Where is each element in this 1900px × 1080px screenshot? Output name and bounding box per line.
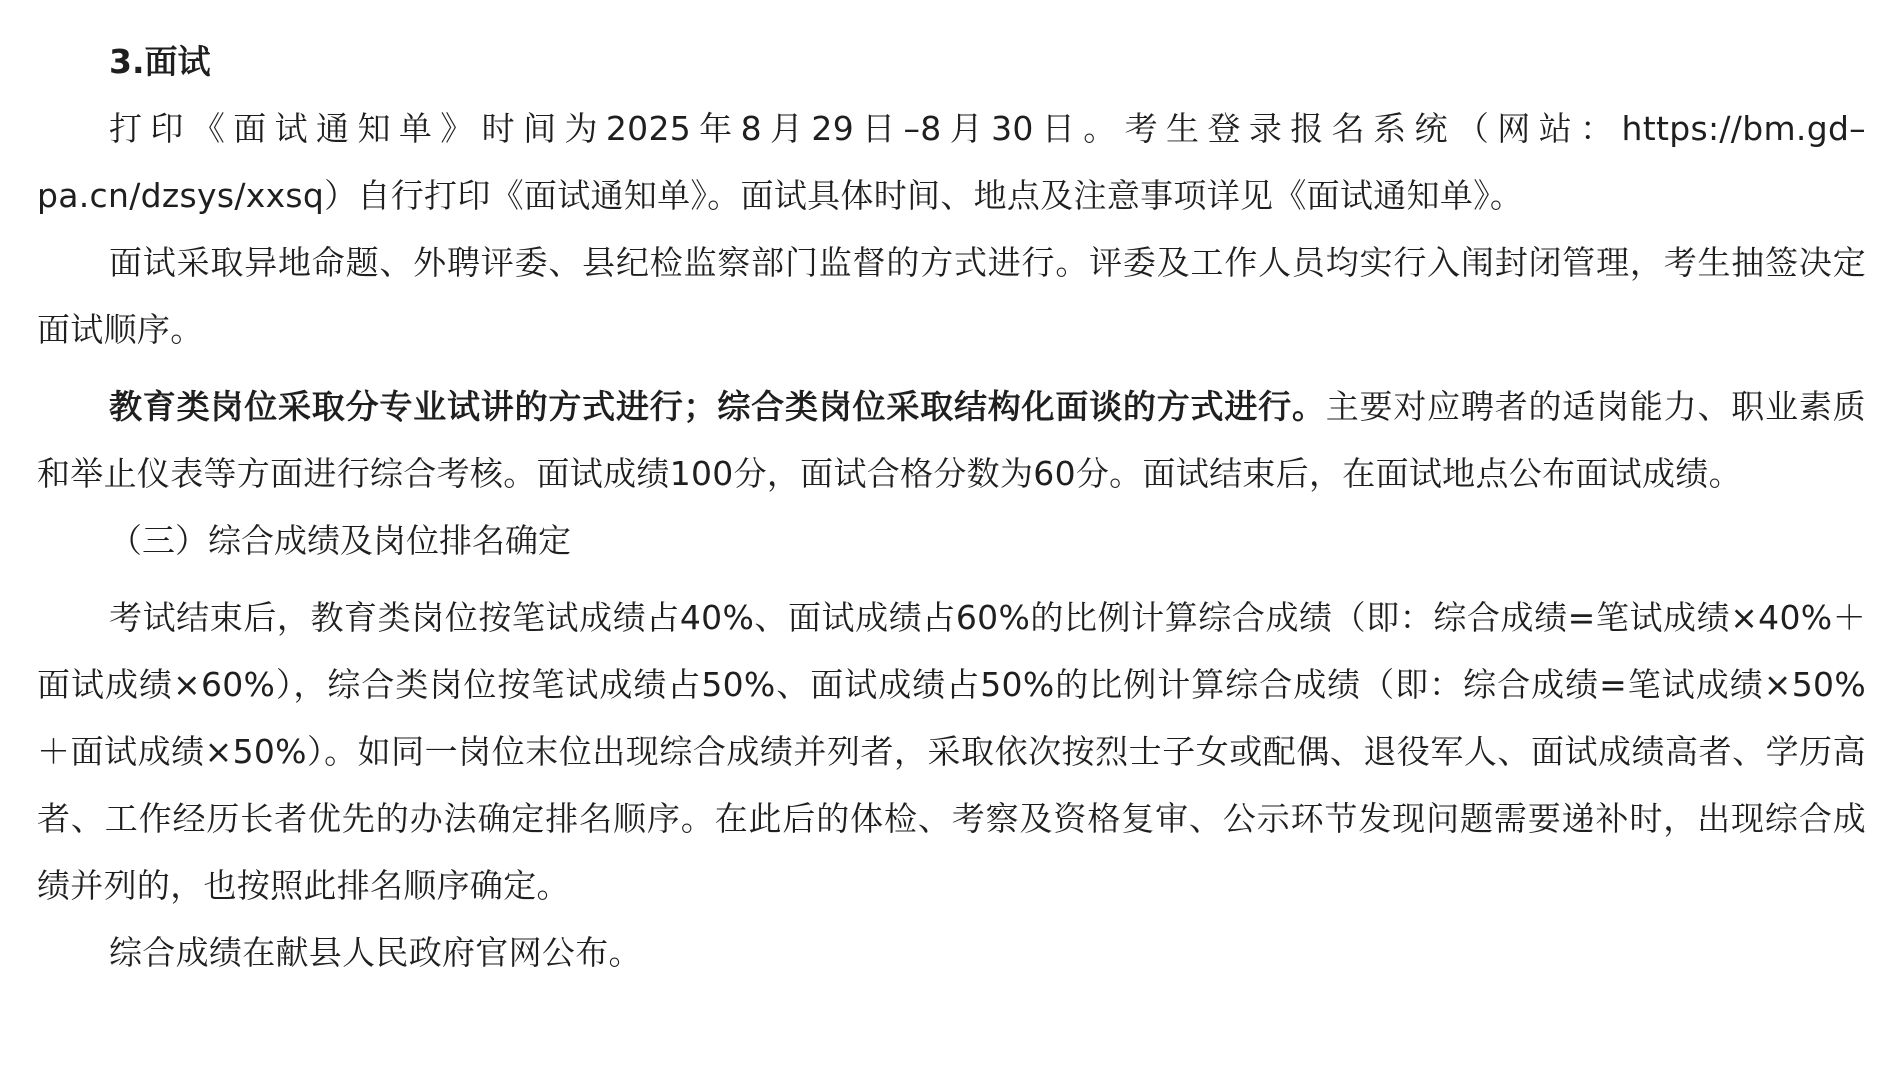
paragraph-publish: 综合成绩在献县人民政府官网公布。 (109, 933, 642, 972)
section-title-ranking: （三）综合成绩及岗位排名确定 (109, 521, 571, 560)
interview-format-rest: 主要对应聘者的适岗能力、职业素质和举止仪表等方面进行综合考核。面试成绩100分，面试合格分数为60分。面试结束后，在面试地点公布面试成绩。 (37, 387, 1866, 493)
paragraph-composite-score: 考试结束后，教育类岗位按笔试成绩占40%、面试成绩占60%的比例计算综合成绩（即：综合成绩=笔试成绩×40%＋面试成绩×60%），综合类岗位按笔试成绩占50%、面试成绩占50%的比例计算综合成绩（即：综合成绩=笔试成绩×50%＋面试成绩×50%）。如同一岗位末位出现综合成绩并列者，采取依次按烈士子女或配偶、退役军人、面试成绩高者、学历高者、工作经历长者优先的办法确定排名顺序。在此后的体检、考察及资格复审、公示环节发现问题需要递补时，出现综合成绩并列的，也按照此排名顺序确定。 (37, 598, 1866, 905)
bold-interview-format: 教育类岗位采取分专业试讲的方式进行；综合类岗位采取结构化面谈的方式进行。 (109, 387, 1326, 426)
paragraph-print-notice: 打印《面试通知单》时间为2025年8月29日–8月30日。考生登录报名系统（网站：https://bm.gd–pa.cn/dzsys/xxsq）自行打印《面试通知单》。面试具体时间、地点及注意事项详见《面试通知单》。 (37, 109, 1866, 215)
section-heading-interview: 3.面试 (109, 42, 211, 81)
paragraph-interview-format (37, 373, 1866, 507)
paragraph-interview-method: 面试采取异地命题、外聘评委、县纪检监察部门监督的方式进行。评委及工作人员均实行入闱封闭管理，考生抽签决定面试顺序。 (37, 243, 1866, 349)
